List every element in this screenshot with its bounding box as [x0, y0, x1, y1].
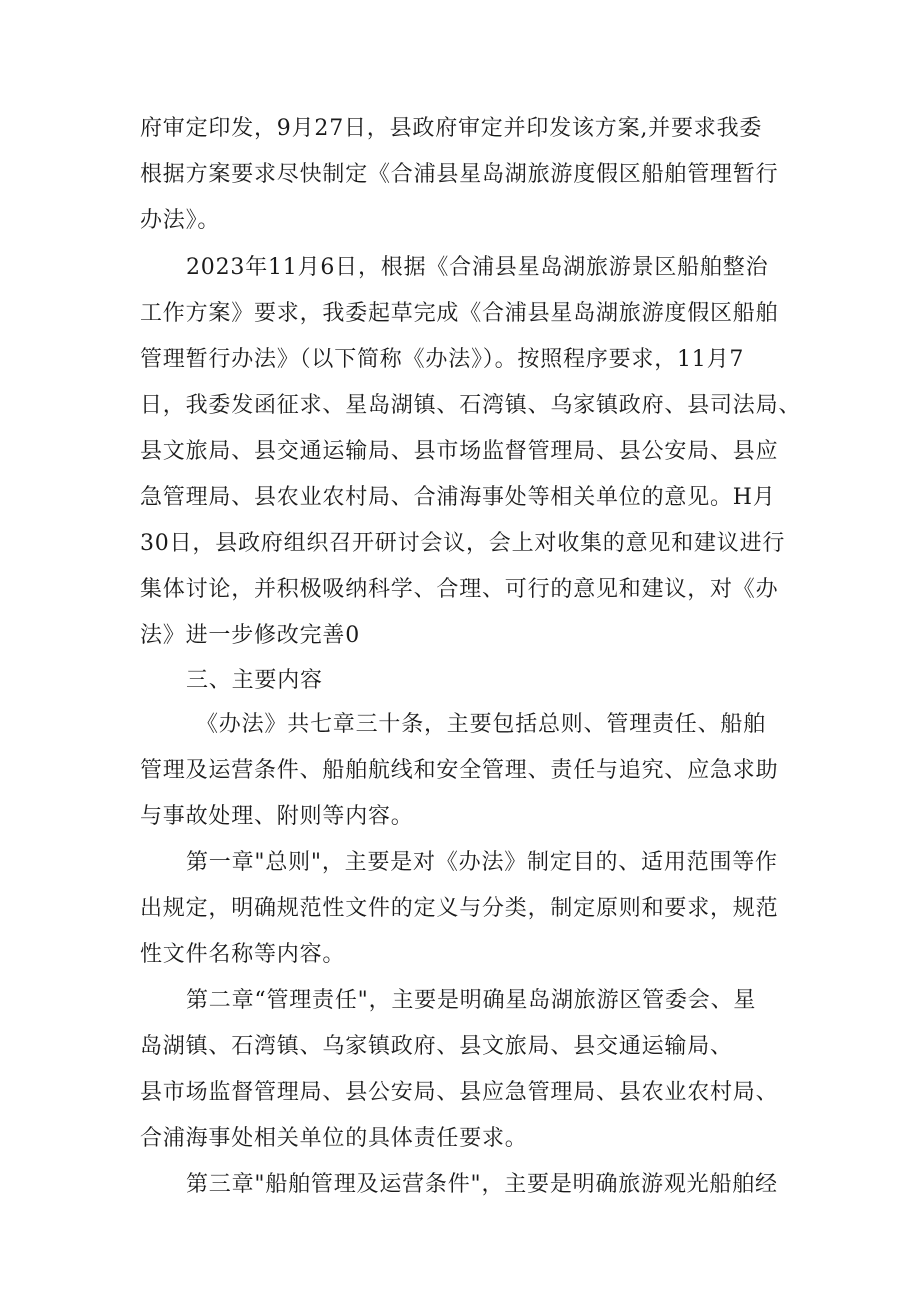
text-line: 集体讨论，并积极吸纳科学、合理、可行的意见和建议，对《办	[140, 577, 779, 602]
text-line: 与事故处理、附则等内容。	[140, 804, 414, 829]
text-line: 岛湖镇、石湾镇、乌家镇政府、县文旅局、县交通运输局、	[140, 1034, 733, 1059]
text-line: 合浦海事处相关单位的具体责任要求。	[140, 1126, 528, 1151]
text-line: 第三章"船舶管理及运营条件"，主要是明确旅游观光船舶经	[186, 1172, 778, 1197]
text-line: 管理及运营条件、船舶航线和安全管理、责任与追究、应急求助	[140, 758, 779, 783]
text-line: 《办法》共七章三十条，主要包括总则、管理责任、船舶	[196, 712, 767, 737]
text-line: 县文旅局、县交通运输局、县市场监督管理局、县公安局、县应	[140, 439, 779, 464]
text-line: 出规定，明确规范性文件的定义与分类，制定原则和要求，规范	[140, 896, 779, 921]
text-line: 日，我委发函征求、星岛湖镇、石湾镇、乌家镇政府、县司法局、	[140, 393, 802, 418]
text-line: 县市场监督管理局、县公安局、县应急管理局、县农业农村局、	[140, 1080, 779, 1105]
text-line: 工作方案》要求，我委起草完成《合浦县星岛湖旅游度假区船舶	[140, 301, 779, 326]
text-line: 性文件名称等内容。	[140, 942, 346, 967]
text-line: 2023年11月6日，根据《合浦县星岛湖旅游景区船舶整治	[186, 255, 769, 280]
text-line: 管理暂行办法》（以下简称《办法》）。按照程序要求，11月7	[140, 347, 745, 372]
text-line: 法》进一步修改完善0	[140, 623, 360, 648]
text-line: 30日，县政府组织召开研讨会议，会上对收集的意见和建议进行	[140, 531, 786, 556]
text-line: 根据方案要求尽快制定《合浦县星岛湖旅游度假区船舶管理暂行	[140, 162, 779, 187]
section-heading: 三、主要内容	[186, 668, 323, 693]
text-line: 第二章“管理责任"，主要是明确星岛湖旅游区管委会、星	[186, 988, 757, 1013]
text-line: 府审定印发，9月27日，县政府审定并印发该方案,并要求我委	[140, 116, 763, 141]
text-line: 急管理局、县农业农村局、合浦海事处等相关单位的意见。H月	[140, 485, 776, 510]
text-line: 办法》。	[140, 208, 221, 233]
text-line: 第一章"总则"，主要是对《办法》制定目的、适用范围等作	[186, 850, 778, 875]
